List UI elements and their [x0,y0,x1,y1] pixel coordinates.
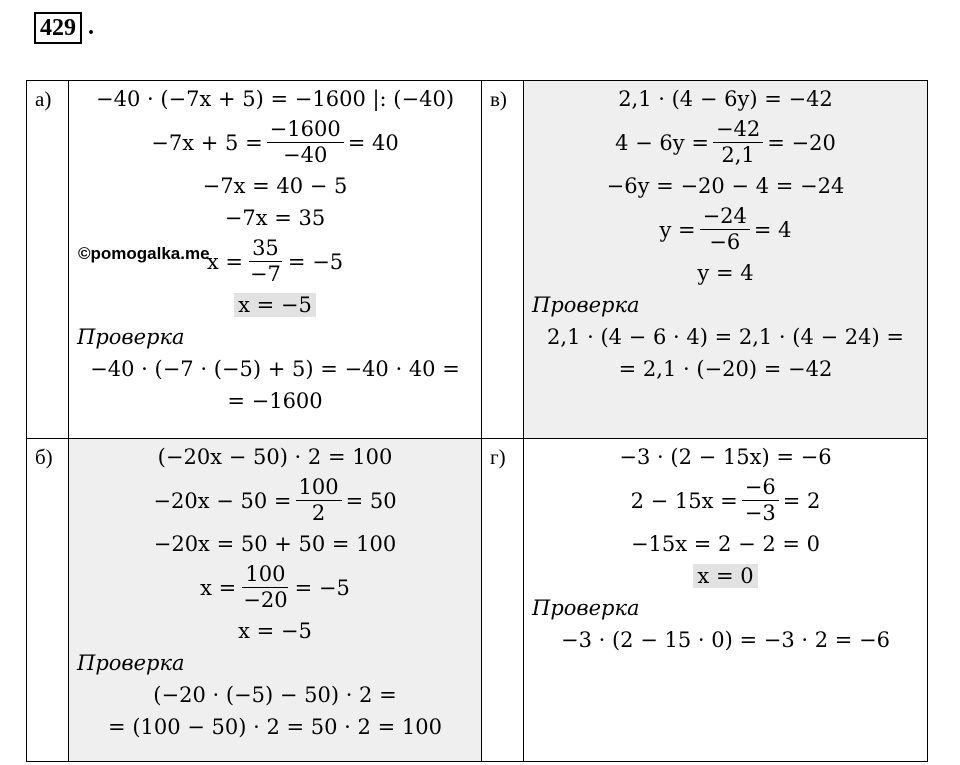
check-line: (−20 · (−5) − 50) · 2 = [153,683,397,707]
fraction-line: 2 − 15x = $\frac{-6}{-3}$ = 2 [630,475,821,525]
label-a: а) [27,81,69,439]
cell-g [524,439,928,762]
equation-line: (−20x − 50) · 2 = 100 [157,445,393,469]
fraction-line: x = $\frac{35}{-7}$ = −5 [206,236,344,286]
check-label: Проверка [77,651,185,675]
solutions-table [26,80,928,762]
answer-line: y = 4 [697,261,754,285]
fraction: $\frac{100}{-20}$ [243,562,288,612]
fraction: $\frac{-1600}{-40}$ [267,117,344,168]
exercise-number: 429 [34,12,82,44]
equation-line: −15x = 2 − 2 = 0 [630,532,821,556]
fraction: $\frac{100}{2}$ [296,475,342,526]
check-line: = (100 − 50) · 2 = 50 · 2 = 100 [108,715,442,739]
check-line: −3 · (2 − 15 · 0) = −3 · 2 = −6 [561,628,890,652]
fraction-line: y = $\frac{-24}{-6}$ = 4 [659,204,792,254]
fraction-line: −20x − 50 = $\frac{100}{2}$ = 50 [153,475,397,525]
equation-line: −6y = −20 − 4 = −24 [606,174,845,198]
equation-line: 2,1 · (4 − 6y) = −42 [618,87,833,111]
equation-line: −3 · (2 − 15x) = −6 [619,445,832,469]
cell-b [69,439,482,762]
answer-highlight: x = −5 [234,293,316,317]
fraction-line: −7x + 5 = $\frac{-1600}{-40}$ = 40 [151,117,399,167]
watermark: ©pomogalka.me [78,244,210,263]
fraction: $\frac{-42}{2,1}$ [713,117,763,168]
check-label: Проверка [532,596,640,620]
equation-line: −40 · (−7x + 5) = −1600 |: (−40) [95,87,455,111]
check-line: = 2,1 · (−20) = −42 [618,357,833,381]
check-line: = −1600 [227,389,323,413]
label-g: г) [482,439,524,762]
answer-line: x = −5 [238,619,312,643]
check-line: −40 · (−7 · (−5) + 5) = −40 · 40 = [90,357,460,381]
fraction-line: x = $\frac{100}{-20}$ = −5 [200,562,350,612]
check-label: Проверка [532,293,640,317]
fraction-line: 4 − 6y = $\frac{-42}{2,1}$ = −20 [615,117,836,167]
equation-line: −7x = 35 [224,206,326,230]
equation-line: −7x = 40 − 5 [202,174,348,198]
cell-v [524,81,928,439]
fraction: $\frac{35}{-7}$ [249,236,281,286]
exercise-number-dot: . [88,14,94,40]
check-line: 2,1 · (4 − 6 · 4) = 2,1 · (4 − 24) = [547,325,904,349]
fraction: $\frac{-6}{-3}$ [742,475,779,526]
label-b: б) [27,439,69,762]
equation-line: −20x = 50 + 50 = 100 [153,532,397,556]
answer-highlight: x = 0 [693,564,757,588]
label-v: в) [482,81,524,439]
fraction: $\frac{-24}{-6}$ [700,204,750,255]
check-label: Проверка [77,325,185,349]
